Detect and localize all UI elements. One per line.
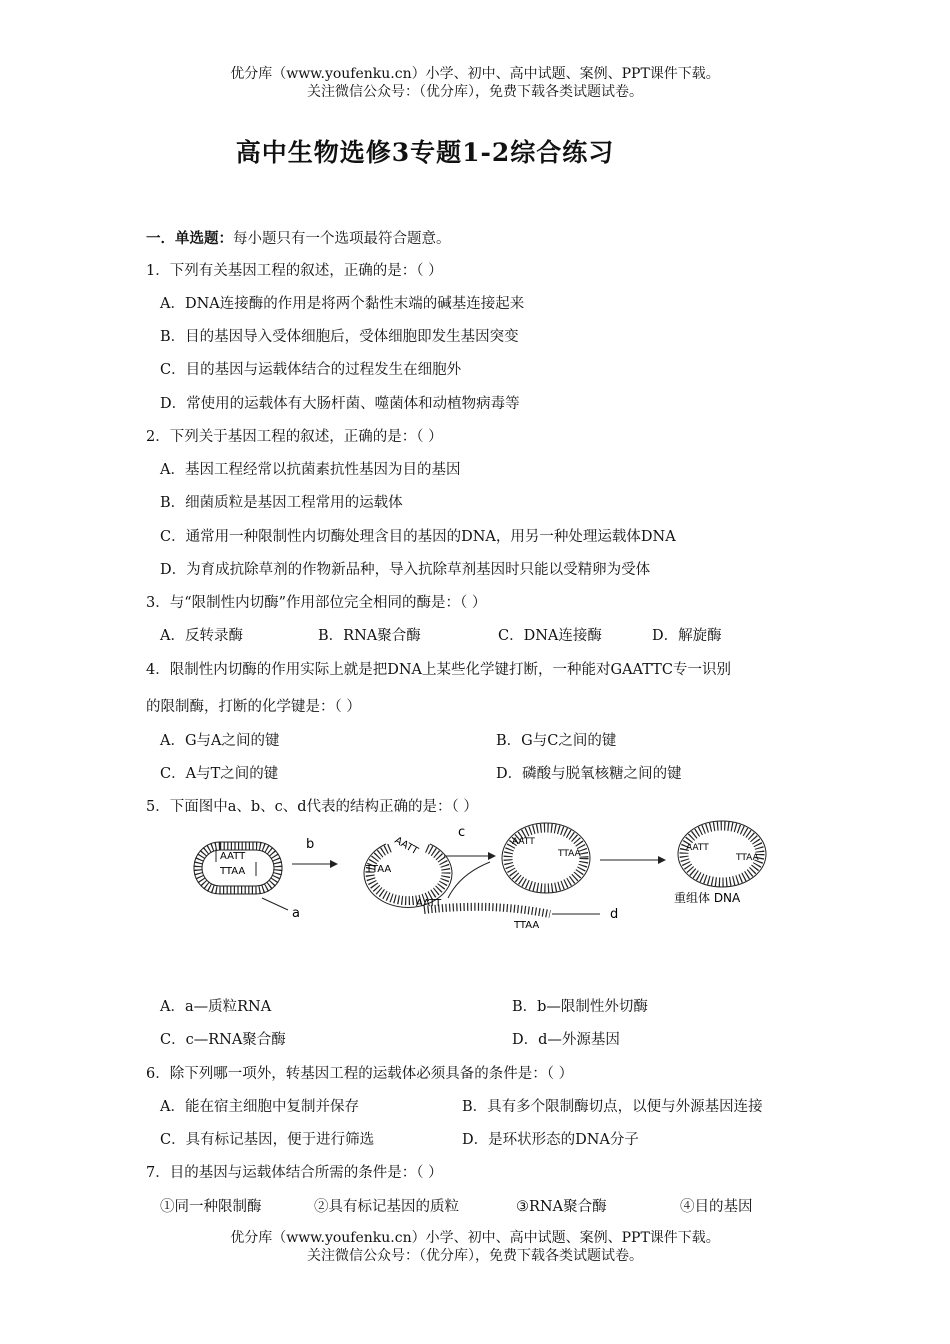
q4-option-d: D．磷酸与脱氧核糖之间的键: [496, 766, 682, 782]
q1-option-b: B．目的基因导入受体细胞后，受体细胞即发生基因突变: [160, 329, 519, 345]
q3-option-b: B．RNA聚合酶: [318, 628, 421, 644]
q6-option-a: A．能在宿主细胞中复制并保存: [160, 1099, 359, 1115]
q6-option-c: C．具有标记基因，便于进行筛选: [160, 1132, 375, 1148]
q2-stem: 2．下列关于基因工程的叙述，正确的是：（ ）: [146, 429, 443, 445]
q7-option-1: ①同一种限制酶: [160, 1199, 262, 1215]
fig-seq-aatt-2: AATT: [392, 835, 420, 858]
q5-option-c: C．c—RNA聚合酶: [160, 1032, 286, 1048]
fig-seq-ttaa-3: TTAA: [558, 849, 581, 859]
section-heading: [146, 227, 451, 248]
q5-stem: 5．下面图中a、b、c、d代表的结构正确的是：（ ）: [146, 799, 478, 815]
fig-label-a: a: [292, 906, 300, 921]
q4-option-c: C．A与T之间的键: [160, 766, 279, 782]
fig-seq-ttaa-4: TTAA: [736, 853, 759, 863]
recombinant-dna-figure: [190, 818, 790, 930]
q7-option-3: ③RNA聚合酶: [516, 1199, 607, 1215]
fig-label-d: d: [610, 907, 619, 922]
foreign-dna-strand: [416, 898, 550, 930]
q2-option-d: D．为育成抗除草剂的作物新品种，导入抗除草剂基因时只能以受精卵为受体: [160, 562, 651, 578]
plasmid-recombinant: [674, 821, 766, 905]
pointer-a-line: [262, 898, 288, 910]
fig-seq-aatt-1: AATT: [220, 851, 246, 862]
cut-plasmid: [364, 835, 452, 907]
q1-option-c: C．目的基因与运载体结合的过程发生在细胞外: [160, 362, 462, 378]
q5-option-d: D．d—外源基因: [512, 1032, 620, 1048]
q4-stem-2: 的限制酶，打断的化学键是：（ ）: [146, 699, 361, 715]
q2-option-b: B．细菌质粒是基因工程常用的运载体: [160, 495, 403, 511]
q5-option-b: B．b—限制性外切酶: [512, 999, 648, 1015]
q6-stem: 6．除下列哪一项外，转基因工程的运载体必须具备的条件是：（ ）: [146, 1066, 574, 1082]
page-title: 高中生物选修3专题1-2综合练习: [235, 138, 615, 167]
plasmid-joining: [502, 823, 590, 893]
q4-stem-1: 4．限制性内切酶的作用实际上就是把DNA上某些化学键打断，一种能对GAATTC专一识别: [146, 662, 731, 678]
q6-option-b: B．具有多个限制酶切点，以便与外源基因连接: [462, 1099, 763, 1115]
arrow-b-head: [330, 860, 338, 868]
section-desc: 每小题只有一个选项最符合题意。: [233, 231, 451, 247]
fig-seq-ttaa-2: TTAA: [366, 864, 392, 875]
fig-recombinant-label: 重组体 DNA: [674, 891, 741, 905]
fig-seq-aatt-4: AATT: [686, 843, 709, 853]
fig-seq-ttaa-1: TTAA: [220, 866, 246, 877]
q4-option-a: A．G与A之间的键: [160, 733, 280, 749]
arrow-c-head: [488, 852, 496, 860]
q2-option-c: C．通常用一种限制性内切酶处理含目的基因的DNA，用另一种处理运载体DNA: [160, 529, 676, 545]
q3-option-d: D．解旋酶: [652, 628, 722, 644]
header-line-1: 优分库（www.youfenku.cn）小学、初中、高中试题、案例、PPT课件下载。: [230, 66, 720, 82]
plasmid-a: [194, 842, 282, 894]
q2-option-a: A．基因工程经常以抗菌素抗性基因为目的基因: [160, 462, 461, 478]
q7-option-2: ②具有标记基因的质粒: [314, 1199, 459, 1215]
arrow-final-head: [658, 856, 666, 864]
fig-seq-aatt-3: AATT: [512, 837, 535, 847]
footer-line-2: 关注微信公众号：（优分库），免费下载各类试题试卷。: [307, 1248, 643, 1264]
fig-label-c: c: [458, 825, 466, 840]
q3-option-a: A．反转录酶: [160, 628, 243, 644]
q3-option-c: C．DNA连接酶: [498, 628, 602, 644]
header-line-2: 关注微信公众号：（优分库），免费下载各类试题试卷。: [307, 84, 643, 100]
q5-option-a: A．a—质粒RNA: [160, 999, 272, 1015]
section-label: 一．单选题：: [146, 230, 233, 247]
fig-seq-ttaa-5: TTAA: [514, 920, 540, 930]
q1-option-d: D．常使用的运载体有大肠杆菌、噬菌体和动植物病毒等: [160, 396, 520, 412]
q4-option-b: B．G与C之间的键: [496, 733, 617, 749]
q1-option-a: A．DNA连接酶的作用是将两个黏性末端的碱基连接起来: [160, 296, 525, 312]
footer-line-1: 优分库（www.youfenku.cn）小学、初中、高中试题、案例、PPT课件下载。: [230, 1230, 720, 1246]
q7-stem: 7．目的基因与运载体结合所需的条件是：（ ）: [146, 1165, 443, 1181]
q1-stem: 1．下列有关基因工程的叙述，正确的是：（ ）: [146, 263, 443, 279]
q3-stem: 3．与“限制性内切酶”作用部位完全相同的酶是：（ ）: [146, 595, 487, 611]
q7-option-4: ④目的基因: [680, 1199, 753, 1215]
q6-option-d: D．是环状形态的DNA分子: [462, 1132, 639, 1148]
fig-label-b: b: [306, 837, 315, 852]
fig-seq-aatt-5: AATT: [416, 898, 442, 909]
arrow-c-curve: [448, 862, 490, 898]
